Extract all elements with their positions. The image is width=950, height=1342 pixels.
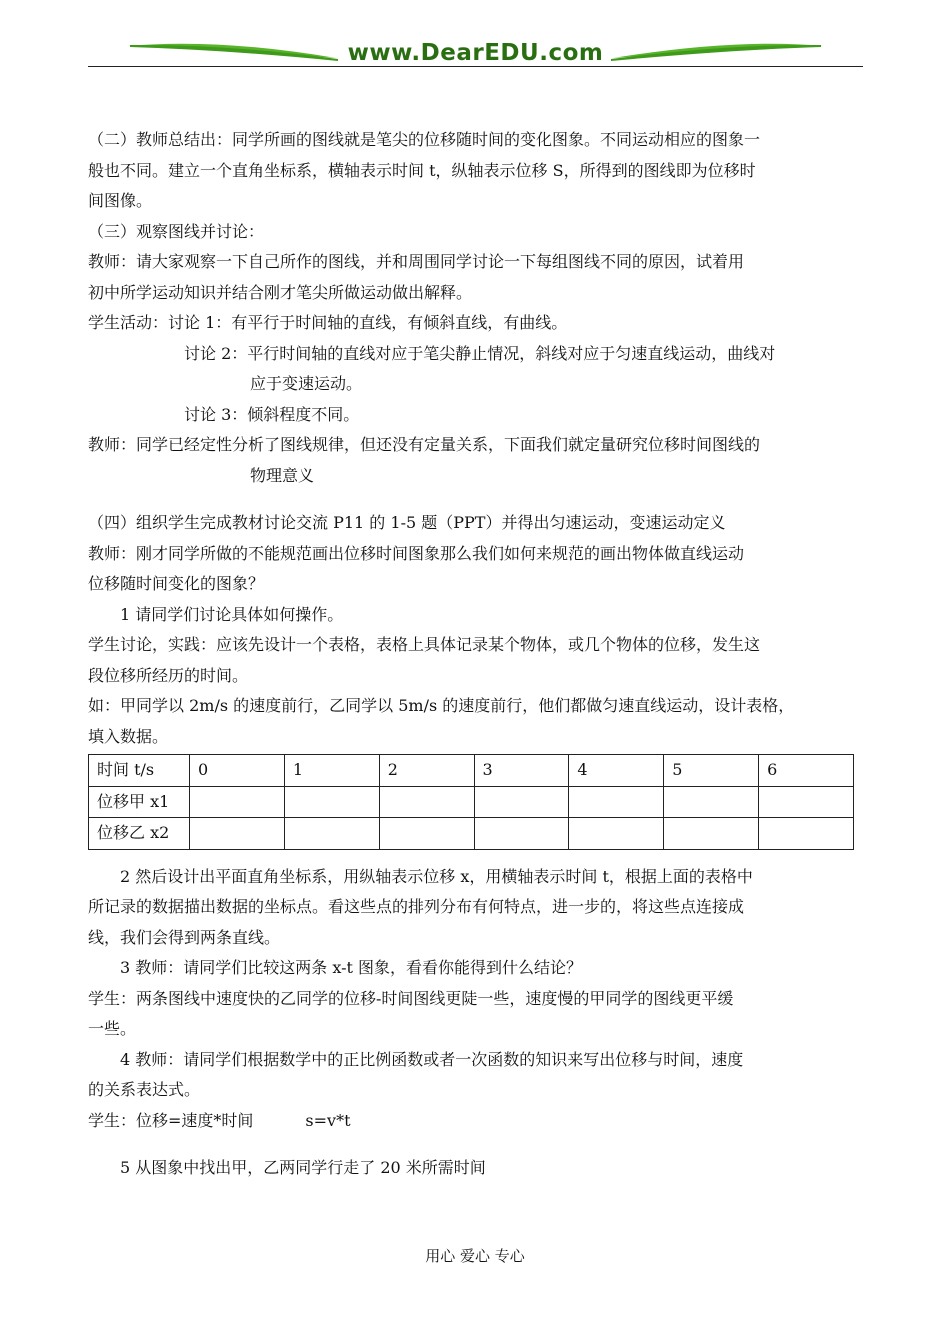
paragraph: 间图像。 <box>88 191 153 210</box>
table-cell <box>759 818 854 850</box>
table-cell <box>284 786 379 818</box>
paragraph: 教师：请大家观察一下自己所作的图线，并和周围同学讨论一下每组图线不同的原因，试着用 <box>88 252 745 271</box>
paragraph: 4 教师：请同学们根据数学中的正比例函数或者一次函数的知识来写出位移与时间，速度 <box>120 1049 744 1069</box>
paragraph: 学生讨论，实践：应该先设计一个表格，表格上具体记录某个物体，或几个物体的位移，发生这 <box>88 635 761 654</box>
table-cell <box>190 786 285 818</box>
table-cell: 0 <box>190 755 285 787</box>
page-footer: 用心 爱心 专心 <box>425 1247 525 1265</box>
paragraph: 初中所学运动知识并结合刚才笔尖所做运动做出解释。 <box>88 282 473 302</box>
paragraph: 位移随时间变化的图象？ <box>88 574 265 593</box>
table-row <box>89 786 854 818</box>
paragraph: 讨论 2：平行时间轴的直线对应于笔尖静止情况，斜线对应于匀速直线运动，曲线对 <box>184 343 776 363</box>
table-cell: 6 <box>759 755 854 787</box>
table-cell <box>569 786 664 818</box>
site-logo[interactable]: www.DearEDU.com <box>347 40 604 66</box>
table-cell: 2 <box>379 755 474 787</box>
table-cell <box>664 786 759 818</box>
paragraph: 段位移所经历的时间。 <box>88 665 249 685</box>
table-cell <box>664 818 759 850</box>
table-cell: 时间 t/s <box>89 755 190 787</box>
table-row <box>89 818 854 850</box>
paragraph: 学生活动：讨论 1：有平行于时间轴的直线，有倾斜直线，有曲线。 <box>88 313 568 332</box>
section-heading: （四）组织学生完成教材讨论交流 P11 的 1-5 题（PPT）并得出匀速运动，变速运动定义 <box>88 513 726 532</box>
data-table <box>88 754 854 850</box>
document-body <box>88 125 866 1184</box>
formula-label: 学生：位移=速度*时间 <box>88 1110 254 1130</box>
table-cell <box>190 818 285 850</box>
table-row <box>89 755 854 787</box>
paragraph <box>88 1106 866 1137</box>
paragraph: 物理意义 <box>250 465 315 485</box>
paragraph: 学生：两条图线中速度快的乙同学的位移-时间图线更陡一些，速度慢的甲同学的图线更平缓 <box>88 988 734 1008</box>
table-cell <box>759 786 854 818</box>
paragraph: 所记录的数据描出数据的坐标点。看这些点的排列分布有何特点，进一步的，将这些点连接成 <box>88 897 745 916</box>
paragraph: 填入数据。 <box>88 726 169 746</box>
table-cell: 4 <box>569 755 664 787</box>
paragraph: 3 教师：请同学们比较这两条 x-t 图象，看看你能得到什么结论？ <box>120 958 583 977</box>
paragraph: 如：甲同学以 2m/s 的速度前行，乙同学以 5m/s 的速度前行，他们都做匀速直线运动，设计表格， <box>88 696 795 715</box>
paragraph: 应于变速运动。 <box>250 374 363 393</box>
paragraph: 教师：刚才同学所做的不能规范画出位移时间图象那么我们如何来规范的画出物体做直线运动 <box>88 543 745 563</box>
paragraph: 1 请同学们讨论具体如何操作。 <box>120 604 344 624</box>
paragraph: 般也不同。建立一个直角坐标系，横轴表示时间 t，纵轴表示位移 S，所得到的图线即为位移时 <box>88 160 756 180</box>
paragraph: （二）教师总结出：同学所画的图线就是笔尖的位移随时间的变化图象。不同运动相应的图象一 <box>88 130 761 149</box>
table-cell <box>284 818 379 850</box>
paragraph: 一些。 <box>88 1019 137 1038</box>
paragraph: 的关系表达式。 <box>88 1080 201 1099</box>
header-divider <box>88 66 863 67</box>
table-cell <box>569 818 664 850</box>
table-cell: 3 <box>474 755 569 787</box>
formula: s=v*t <box>305 1110 351 1130</box>
table-cell: 5 <box>664 755 759 787</box>
paragraph: 线，我们会得到两条直线。 <box>88 927 281 947</box>
paragraph: 2 然后设计出平面直角坐标系，用纵轴表示位移 x，用横轴表示时间 t，根据上面的表格中 <box>120 866 753 886</box>
table-cell <box>474 818 569 850</box>
section-heading: （三）观察图线并讨论： <box>88 221 265 241</box>
table-cell <box>379 786 474 818</box>
table-cell: 位移甲 x1 <box>89 786 190 818</box>
paragraph: 讨论 3：倾斜程度不同。 <box>184 404 360 424</box>
paragraph: 教师：同学已经定性分析了图线规律，但还没有定量关系，下面我们就定量研究位移时间图线的 <box>88 435 761 454</box>
table-cell <box>474 786 569 818</box>
table-cell: 1 <box>284 755 379 787</box>
table-cell <box>379 818 474 850</box>
paragraph: 5 从图象中找出甲，乙两同学行走了 20 米所需时间 <box>120 1158 486 1177</box>
table-cell: 位移乙 x2 <box>89 818 190 850</box>
